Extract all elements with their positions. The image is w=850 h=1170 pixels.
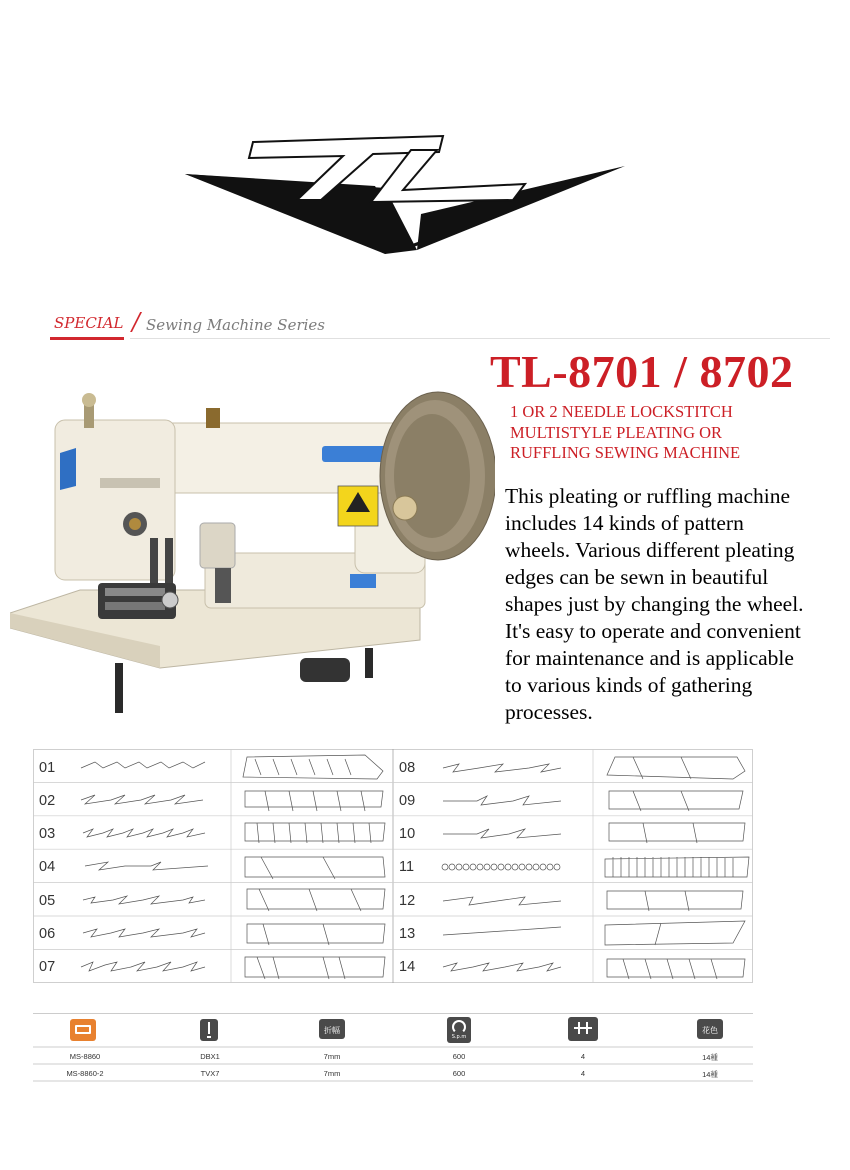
description-line: wheels. Various different pleating xyxy=(505,538,795,562)
spec-stitch: 4 xyxy=(580,1052,586,1061)
pattern-number: 09 xyxy=(399,793,416,809)
pattern-number: 07 xyxy=(39,959,56,975)
pattern-number: 12 xyxy=(399,893,416,909)
pattern-count-label: 花色 xyxy=(702,1026,718,1035)
needle-icon xyxy=(200,1019,218,1041)
product-subtitle xyxy=(510,402,840,464)
description-line: for maintenance and is applicable xyxy=(505,646,794,670)
series-gray-rule xyxy=(130,338,830,339)
pattern-number: 08 xyxy=(399,760,416,776)
pattern-number: 01 xyxy=(39,760,56,776)
spec-speed: 600 xyxy=(452,1069,466,1078)
series-special-label: SPECIAL xyxy=(54,314,124,332)
description-line: It's easy to operate and convenient xyxy=(505,619,801,643)
pattern-number: 02 xyxy=(39,793,56,809)
subtitle-line: 1 OR 2 NEEDLE LOCKSTITCH xyxy=(510,402,733,421)
description-line: shapes just by changing the wheel. xyxy=(505,592,804,616)
model-title: TL-8701 / 8702 xyxy=(490,346,794,397)
product-description xyxy=(505,483,850,726)
pattern-number: 13 xyxy=(399,926,416,942)
spec-speed: 600 xyxy=(452,1052,466,1061)
subtitle-line: MULTISTYLE PLEATING OR xyxy=(510,422,723,442)
spec-fold-width: 7mm xyxy=(323,1069,341,1078)
fold-width-label: 折幅 xyxy=(324,1026,340,1035)
description-line: This pleating or ruffling machine xyxy=(505,484,791,508)
pattern-wheel-table xyxy=(33,749,753,983)
speed-icon xyxy=(447,1017,471,1043)
pattern-count-label-box xyxy=(697,1019,723,1039)
machine-icon xyxy=(70,1019,96,1041)
pattern-number: 11 xyxy=(399,859,415,875)
spec-pattern-count: 14種 xyxy=(702,1053,718,1062)
description-line: edges can be sewn in beautiful xyxy=(505,565,769,589)
fold-width-label-box xyxy=(319,1019,345,1039)
subtitle-line: RUFFLING SEWING MACHINE xyxy=(510,443,741,462)
pattern-number: 10 xyxy=(399,826,416,842)
spec-model: MS-8860-2 xyxy=(66,1069,104,1078)
sewing-machine-photo xyxy=(10,378,495,713)
description-line: to various kinds of gathering xyxy=(505,673,753,697)
stitch-icon xyxy=(568,1017,598,1041)
spec-needle: TVX7 xyxy=(200,1069,220,1078)
description-line: processes. xyxy=(505,700,593,724)
series-separator: / xyxy=(132,308,141,336)
pattern-number: 06 xyxy=(39,926,56,942)
pattern-number: 04 xyxy=(39,859,56,875)
pattern-number: 05 xyxy=(39,893,56,909)
tl-logo xyxy=(185,128,630,256)
spec-needle: DBX1 xyxy=(200,1052,220,1061)
series-red-underline xyxy=(50,337,124,340)
spec-pattern-count: 14種 xyxy=(702,1070,718,1079)
pattern-number: 03 xyxy=(39,826,56,842)
spec-fold-width: 7mm xyxy=(323,1052,341,1061)
series-name-label: Sewing Machine Series xyxy=(146,316,325,334)
spec-stitch: 4 xyxy=(580,1069,586,1078)
spm-label: S.p.m xyxy=(451,1034,467,1040)
pattern-number: 14 xyxy=(399,959,416,975)
spec-model: MS-8860 xyxy=(69,1052,101,1061)
series-header xyxy=(50,308,830,344)
spec-table-lines xyxy=(33,1013,753,1083)
description-line: includes 14 kinds of pattern xyxy=(505,511,744,535)
